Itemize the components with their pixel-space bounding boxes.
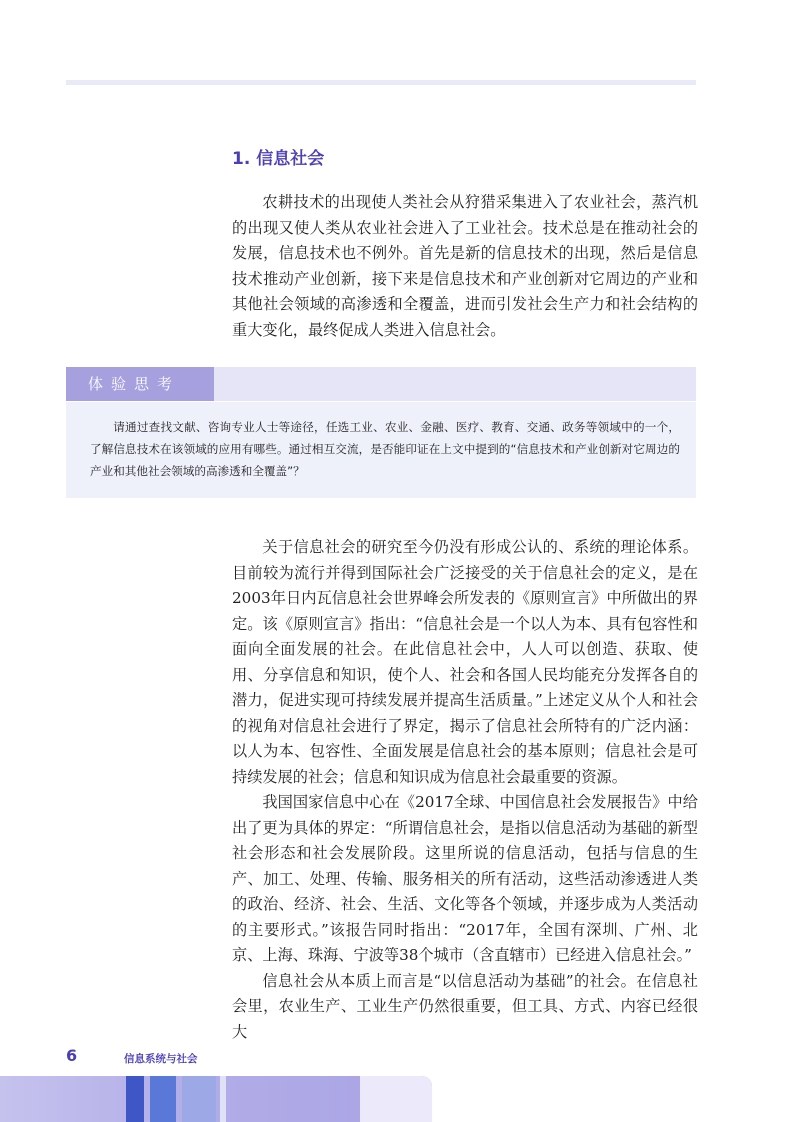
footer-stripe [150, 1076, 176, 1122]
paragraph: 关于信息社会的研究至今仍没有形成公认的、系统的理论体系。目前较为流行并得到国际社会广泛接受的关于信息社会的定义，是在2003年日内瓦信息社会世界峰会所发表的《原则宣言》中所做出的界定。该《原则宣言》指出：“信息社会是一个以人为本、具有包容性和面向全面发展的社会。在此信息社会中，人人可以创造、获取、使用、分享信息和知识，使个人、社会和各国人民均能充分发挥各自的潜力，促进实现可持续发展并提高生活质量。”上述定义从个人和社会的视角对信息社会进行了界定，揭示了信息社会所特有的广泛内涵：以人为本、包容性、全面发展是信息社会的基本原则；信息社会是可持续发展的社会；信息和知识成为信息社会最重要的资源。 [232, 538, 698, 786]
page-number: 6 [66, 1046, 78, 1065]
experience-label: 体验思考 [66, 367, 214, 401]
book-title: 信息系统与社会 [124, 1053, 198, 1065]
main-text [232, 535, 698, 1045]
paragraph: 我国国家信息中心在《2017全球、中国信息社会发展报告》中给出了更为具体的界定：“所谓信息社会，是指以信息活动为基础的新型社会形态和社会发展阶段。这里所说的信息活动，包括与信息的生产、加工、处理、传输、服务相关的所有活动，这些活动渗透进人类的政治、经济、社会、生活、文化等各个领域，并逐步成为人类活动的主要形式。”该报告同时指出：“2017年，全国有深圳、广州、北京、上海、珠海、宁波等38个城市（含直辖市）已经进入信息社会。” [232, 793, 698, 964]
intro-paragraph [232, 190, 698, 343]
footer-stripe [182, 1076, 216, 1122]
footer-decoration [0, 1076, 432, 1122]
paragraph: 信息社会从本质上而言是“以信息活动为基础”的社会。在信息社会里，农业生产、工业生产仍然很重要，但工具、方式、内容已经很大 [232, 971, 698, 1041]
experience-header [66, 367, 696, 401]
section-heading: 1. 信息社会 [232, 149, 325, 169]
footer-stripe [360, 1076, 432, 1122]
experience-text: 请通过查找文献、咨询专业人士等途径，任选工业、农业、金融、医疗、教育、交通、政务等领域中的一个，了解信息技术在该领域的应用有哪些。通过相互交流，是否能印证在上文中提到的“信息技术和产业创新对它周边的产业和其他社会领域的高渗透和全覆盖”？ [90, 420, 680, 478]
paragraph: 农耕技术的出现使人类社会从狩猎采集进入了农业社会，蒸汽机的出现又使人类从农业社会进入了工业社会。技术总是在推动社会的发展，信息技术也不例外。首先是新的信息技术的出现，然后是信息技术推动产业创新，接下来是信息技术和产业创新对它周边的产业和其他社会领域的高渗透和全覆盖，进而引发社会生产力和社会结构的重大变化，最终促成人类进入信息社会。 [232, 193, 698, 339]
top-divider [66, 80, 696, 85]
footer-stripe [220, 1076, 226, 1122]
experience-header-strip [214, 367, 696, 401]
footer-stripe [126, 1076, 144, 1122]
